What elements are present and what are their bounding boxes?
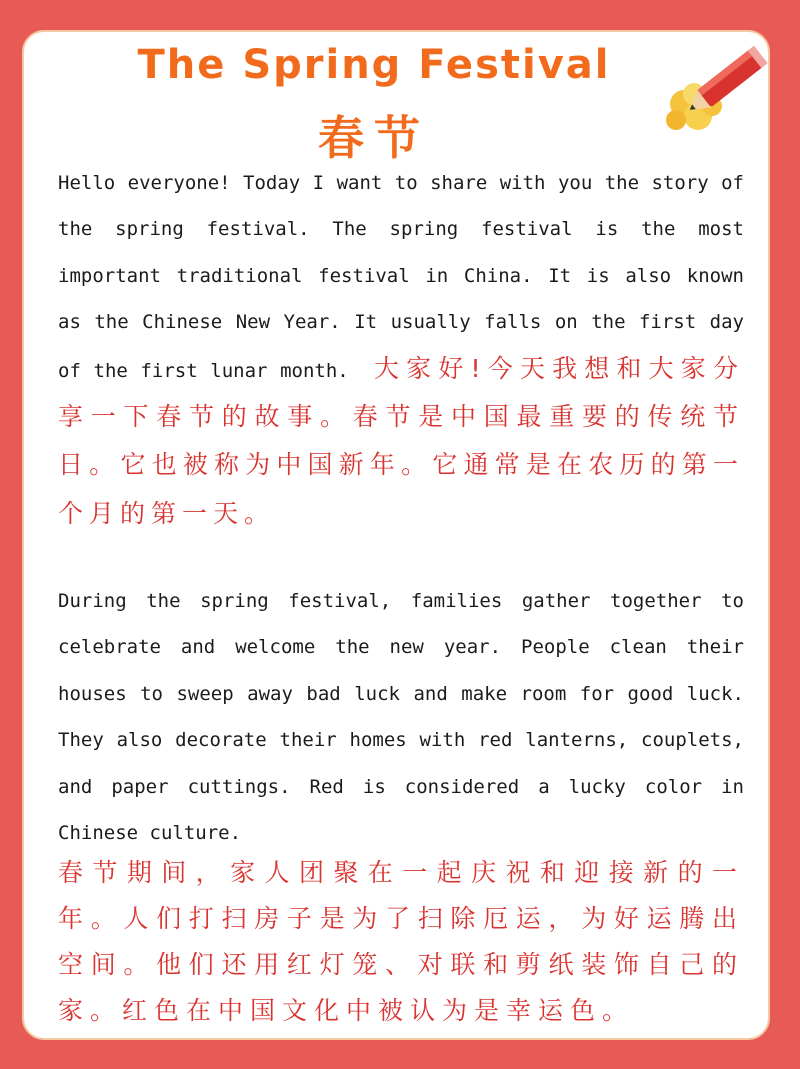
paragraph-2-english: During the spring festival, families gather together to celebrate and welcome the new year. People clean their houses to sweep away bad luck and make room for good luck. They also decorate their homes with red lanterns, couplets, and paper cuttings. Red is considered a lucky color in Chinese culture.: [58, 590, 744, 845]
paragraph-1-chinese: 大家好!今天我想和大家分享一下春节的故事。春节是中国最重要的传统节日。它也被称为中国新年。它通常是在农历的第一个月的第一天。: [58, 353, 744, 528]
content-card: [22, 30, 770, 1040]
page-title-chinese: 春节: [318, 111, 430, 165]
paragraph-1: [58, 160, 744, 539]
pencil-icon: [654, 32, 770, 142]
paragraph-2-chinese: 春节期间，家人团聚在一起庆祝和迎接新的一年。人们打扫房子是为了扫除厄运，为好运腾出空间。他们还用红灯笼、对联和剪纸装饰自己的家。红色在中国文化中被认为是幸运色。: [58, 858, 744, 1025]
page-title-english: The Spring Festival: [137, 42, 611, 88]
paragraph-1-english: Hello everyone! Today I want to share with you the story of the spring festival. The spring festival is the most important traditional festival in China. It is also known as the Chinese New Year. It usually falls on the first day of the first lunar month.: [58, 172, 744, 382]
